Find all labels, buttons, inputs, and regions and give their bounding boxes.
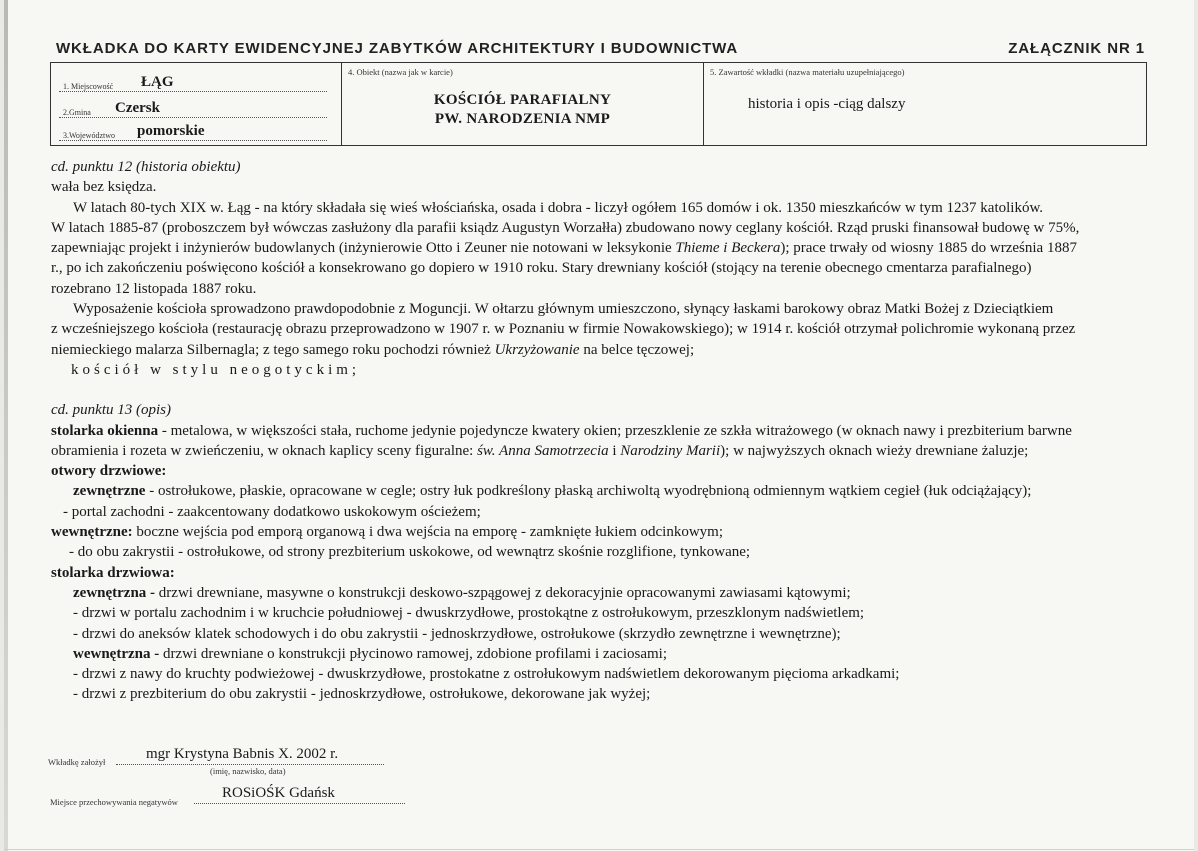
text-line: - drzwi z prezbiterium do obu zakrystii - jednoskrzydłowe, ostrołukowe, dekorowane jak wyżej;	[73, 686, 651, 703]
italic-span: św. Anna Samotrzecia	[477, 442, 609, 459]
text-line: wała bez księdza.	[51, 179, 157, 196]
text-line	[51, 481, 1161, 501]
text-span: - ostrołukowe, płaskie, opracowane w cegle; ostry łuk podkreślony płaską archiwoltą wyodrębnioną odmiennym wątkiem cegieł (łuk odciążający);	[145, 483, 1032, 500]
wojewodztwo-value: pomorskie	[137, 123, 205, 139]
text-line: Wyposażenie kościoła sprowadzono prawdopodobnie z Moguncji. W ołtarzu głównym umieszczono, słynący łaskami barokowy obraz Matki Bożej z Dzieciątkiem	[73, 301, 1054, 318]
bold-span: wewnętrzna -	[73, 645, 160, 662]
subheading: otwory drzwiowe:	[51, 463, 167, 480]
location-column	[51, 63, 342, 145]
spacer	[51, 380, 1161, 400]
italic-span: Thieme i Beckera	[675, 240, 781, 257]
author-note: (imię, nazwisko, data)	[210, 766, 286, 776]
content-column	[704, 63, 1146, 145]
text-line	[51, 522, 1161, 542]
section-12-title: cd. punktu 12 (historia obiektu)	[51, 159, 241, 175]
text-span: - metalowa, w większości stała, ruchome jedynie pojedyncze kwatery okien; przeszklenie ze szkła witrażowego (w oknach nawy i prezbiterium barwne	[158, 422, 1072, 439]
text-line: - portal zachodni - zaakcentowany dodatkowo uskokowym ościeżem;	[63, 503, 481, 520]
author-label: Wkładkę założył	[48, 757, 106, 767]
text-span: ); prace trwały od wiosny 1885 do września 1887	[780, 240, 1077, 257]
annex-number: ZAŁĄCZNIK NR 1	[1008, 40, 1145, 57]
italic-span: Ukrzyżowanie	[494, 341, 580, 358]
miejscowosc-field	[59, 75, 327, 92]
italic-span: Narodziny Marii	[620, 442, 721, 459]
bottom-edge-line	[4, 849, 1194, 850]
document-body	[51, 157, 1161, 705]
subheading: stolarka drzwiowa:	[51, 564, 175, 581]
gmina-value: Czersk	[115, 100, 160, 116]
text-line-spaced: kościół w stylu neogotyckim;	[71, 361, 361, 378]
text-span: boczne wejścia pod emporą organową i dwa wejścia na emporę - zamknięte łukiem odcinkowym;	[132, 524, 723, 541]
bold-span: wewnętrzne:	[51, 524, 133, 541]
text-line	[51, 238, 1161, 258]
bold-span: stolarka okienna	[51, 422, 159, 439]
text-line: r., po ich zakończeniu poświęcono kościół a konsekrowano go dopiero w 1910 roku. Stary drewniany kościół (stojący na terenie obecnego cmentarza parafialnego)	[51, 260, 1032, 277]
obiekt-label: 4. Obiekt (nazwa jak w karcie)	[348, 67, 453, 77]
text-line	[51, 421, 1161, 441]
storage-label: Miejsce przechowywania negatywów	[50, 797, 178, 807]
author-field	[116, 748, 384, 765]
text-span: zapewniając projekt i inżynierów budowlanych (inżynierowie Otto i Zeuner nie notowani w leksykonie	[51, 240, 676, 257]
text-span: ); w najwyższych oknach wieży drewniane żaluzje;	[720, 442, 1029, 459]
object-name	[342, 91, 703, 129]
text-span: niemieckiego malarza Silbernagla; z tego samego roku pochodzi również	[51, 341, 495, 358]
text-span: drzwi drewniane, masywne o konstrukcji deskowo-szpągowej z dekoracyjnie opracowanymi zawiasami kątowymi;	[155, 584, 851, 601]
text-line: - drzwi do aneksów klatek schodowych i do obu zakrystii - jednoskrzydłowe, ostrołukowe (skrzydło zewnętrzne i wewnętrzne);	[73, 625, 841, 642]
zawartosc-label: 5. Zawartość wkładki (nazwa materiału uzupełniającego)	[710, 67, 905, 77]
wojewodztwo-field	[59, 124, 327, 141]
text-line	[51, 583, 1161, 603]
bold-span: zewnętrzne	[73, 483, 146, 500]
storage-value: ROSiOŚK Gdańsk	[222, 785, 335, 801]
wojewodztwo-label: 3.Województwo	[63, 131, 116, 140]
text-span: drzwi drewniane o konstrukcji płycinowo ramowej, zdobione profilami i zaciosami;	[159, 645, 668, 662]
object-column	[342, 63, 704, 145]
text-line: W latach 1885-87 (proboszczem był wówczas zasłużony dla parafii ksiądz Augustyn Worzałła) zbudowano nowy ceglany kościół. Rząd pruski finansował budowę w 75%,	[51, 219, 1080, 236]
text-span: i	[608, 442, 621, 459]
text-line: rozebrano 12 listopada 1887 roku.	[51, 280, 257, 297]
author-value: mgr Krystyna Babnis X. 2002 r.	[146, 746, 339, 762]
scan-edge	[4, 0, 8, 851]
header-form	[50, 62, 1147, 146]
miejscowosc-label: 1. Miejscowość	[63, 82, 114, 91]
text-line: W latach 80-tych XIX w. Łąg - na który składała się wieś włościańska, osada i dobra - liczył ogółem 165 domów i ok. 1350 mieszkańców w tym 1237 katolików.	[73, 199, 1044, 216]
zawartosc-value: historia i opis -ciąg dalszy	[748, 96, 906, 112]
text-span: obramienia i rozeta w zwieńczeniu, w oknach kaplicy sceny figuralne:	[51, 442, 478, 459]
object-name-line-1: KOŚCIÓŁ PARAFIALNY	[433, 92, 612, 108]
text-line	[51, 644, 1161, 664]
text-line	[51, 340, 1161, 360]
storage-field	[194, 787, 405, 804]
text-line: - drzwi z nawy do kruchty podwieżowej - dwuskrzydłowe, prostokatne z ostrołukowym nadświetlem dekorowanym pięcioma arkadkami;	[73, 666, 900, 683]
text-line	[51, 441, 1161, 461]
text-span: na belce tęczowej;	[579, 341, 695, 358]
miejscowosc-value: ŁĄG	[141, 74, 174, 90]
gmina-label: 2.Gmina	[63, 108, 91, 117]
section-13-title: cd. punktu 13 (opis)	[51, 402, 171, 419]
document-title: WKŁADKA DO KARTY EWIDENCYJNEJ ZABYTKÓW ARCHITEKTURY I BUDOWNICTWA	[56, 40, 739, 57]
text-line: - do obu zakrystii - ostrołukowe, od strony prezbiterium uskokowe, od wewnątrz skośnie rozglifione, tynkowane;	[69, 544, 751, 561]
gmina-field	[59, 101, 327, 118]
text-line: - drzwi w portalu zachodnim i w kruchcie południowej - dwuskrzydłowe, prostokątne z ostrołukowym, przeszklonym nadświetlem;	[73, 605, 865, 622]
bold-span: zewnętrzna -	[73, 584, 156, 601]
text-line: z wcześniejszego kościoła (restaurację obrazu przeprowadzono w 1907 r. w Poznaniu w firmie Nowakowskiego); w 1914 r. kościół otrzymał polichromie wykonaną przez	[51, 321, 1076, 338]
object-name-line-2: PW. NARODZENIA NMP	[434, 111, 611, 127]
